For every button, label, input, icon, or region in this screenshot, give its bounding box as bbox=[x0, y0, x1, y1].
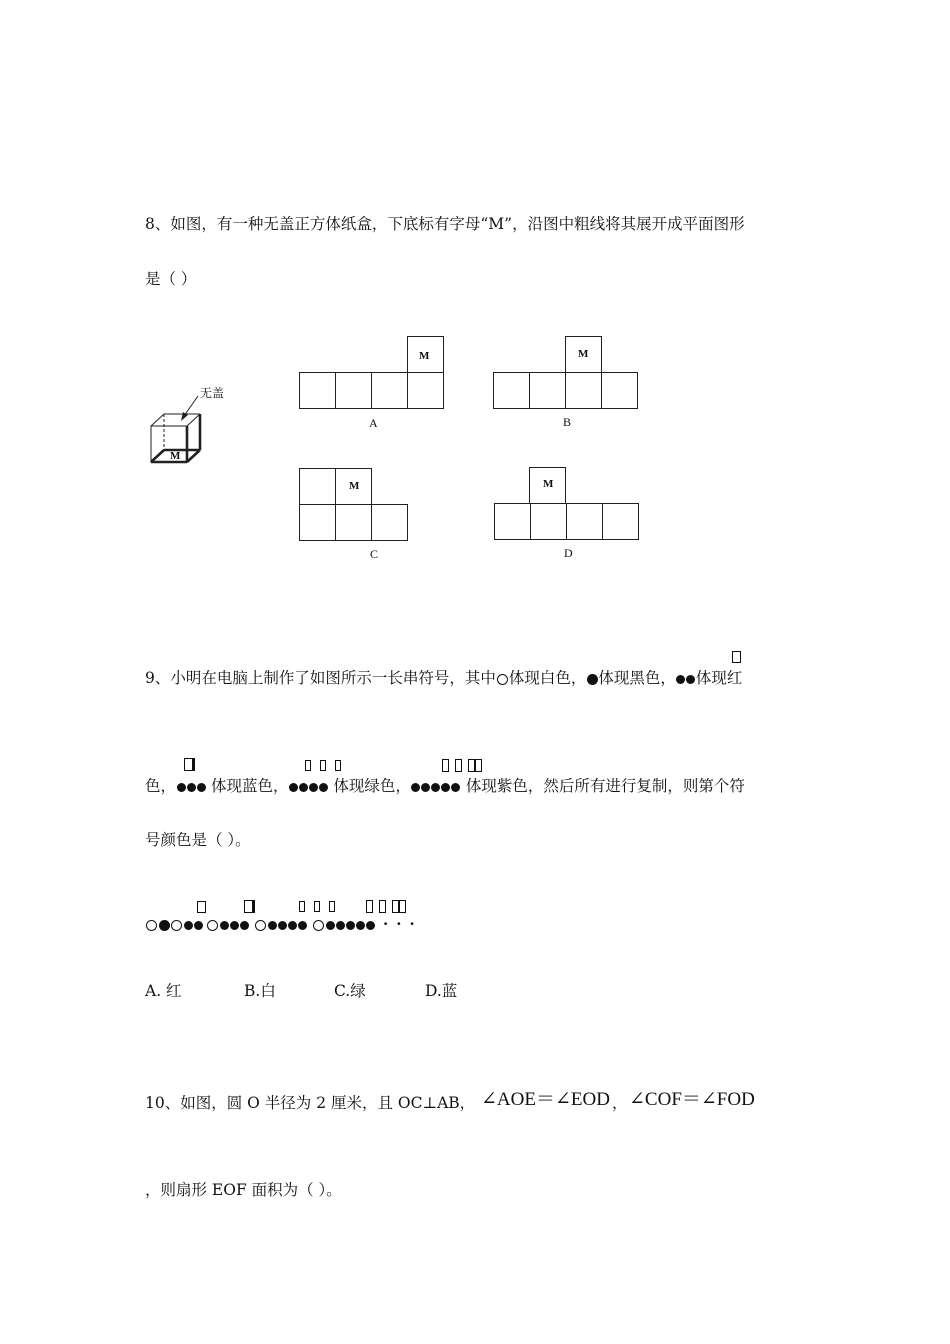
net-b-cell bbox=[565, 372, 602, 409]
black-circle-icon bbox=[336, 921, 345, 930]
black-circle-icon bbox=[326, 921, 335, 930]
black-circle-icon bbox=[268, 921, 277, 930]
net-a-cell bbox=[335, 372, 372, 409]
q9-green-text: 体现绿色， bbox=[333, 777, 411, 795]
black-circle-icon bbox=[240, 921, 249, 930]
q9-blue-text: 体现蓝色， bbox=[210, 777, 289, 795]
q8-line2: 是（ ） bbox=[145, 270, 197, 288]
black-circle-icon bbox=[187, 783, 196, 792]
black-circle-icon bbox=[177, 783, 186, 792]
black-circle-icon bbox=[309, 783, 318, 792]
net-c-cell bbox=[299, 504, 336, 541]
black-circle-icon bbox=[197, 783, 206, 792]
broken-glyph-icon bbox=[732, 646, 741, 665]
black-circle-icon bbox=[346, 921, 355, 930]
q9-answer-d: D.蓝 bbox=[425, 982, 458, 1000]
net-a-cell bbox=[299, 372, 336, 409]
black-circle-icon bbox=[421, 783, 430, 792]
black-circle-icon bbox=[441, 783, 450, 792]
net-d-cell bbox=[530, 503, 567, 540]
black-circle-icon bbox=[587, 674, 598, 685]
q9-line2 bbox=[145, 776, 745, 796]
q9-answer-a: A. 红 bbox=[145, 982, 182, 1000]
black-circle-icon bbox=[289, 783, 298, 792]
black-circle-icon bbox=[230, 921, 239, 930]
broken-glyph-group-icon bbox=[442, 755, 482, 774]
q9-red-text: 体现红 bbox=[695, 669, 743, 687]
net-d-cell bbox=[566, 503, 603, 540]
black-circle-icon bbox=[278, 921, 287, 930]
q10-formula-2: ∠COF＝∠FOD bbox=[629, 1089, 755, 1110]
q9-color-prefix: 色， bbox=[145, 777, 177, 795]
q9-answer-b: B.白 bbox=[244, 982, 276, 1000]
black-circle-icon bbox=[676, 675, 685, 684]
broken-glyph-icon bbox=[184, 754, 195, 773]
white-circle-icon bbox=[313, 920, 324, 931]
black-circle-icon bbox=[319, 783, 328, 792]
q10-separator: ， bbox=[612, 1094, 628, 1112]
ellipsis-icon: ··· bbox=[383, 915, 423, 933]
symbol-sequence bbox=[145, 915, 423, 933]
black-circle-icon bbox=[288, 921, 297, 930]
black-circle-icon bbox=[686, 675, 695, 684]
white-circle-icon bbox=[146, 920, 157, 931]
net-b-cell bbox=[601, 372, 638, 409]
black-circle-icon bbox=[298, 921, 307, 930]
q9-purple-text: 体现紫色，然后所有进行复制，则第个符 bbox=[465, 777, 745, 795]
net-a-letter: M bbox=[419, 350, 430, 362]
net-c-cell bbox=[335, 504, 372, 541]
net-d-cell bbox=[494, 503, 531, 540]
q9-line1-text: 9、小明在电脑上制作了如图所示一长串符号，其中 bbox=[145, 669, 496, 687]
broken-glyph-group-icon bbox=[305, 755, 341, 774]
option-d-label: D bbox=[564, 546, 573, 560]
box-letter: M bbox=[170, 450, 181, 462]
white-circle-icon bbox=[171, 920, 182, 931]
net-c-letter: M bbox=[349, 480, 360, 492]
q9-white-text: 体现白色， bbox=[508, 669, 587, 687]
broken-glyph-group-icon bbox=[366, 896, 406, 915]
option-b-label: B bbox=[563, 415, 572, 429]
lid-label: 无盖 bbox=[200, 386, 225, 400]
q8-line1: 8、如图，有一种无盖正方体纸盒，下底标有字母“M”，沿图中粗线将其展开成平面图形 bbox=[145, 215, 745, 233]
net-c-cell bbox=[371, 504, 408, 541]
net-a-cell bbox=[407, 372, 444, 409]
broken-glyph-icon bbox=[244, 896, 255, 915]
net-d-letter: M bbox=[543, 478, 554, 490]
cube-drawing bbox=[140, 378, 240, 468]
black-circle-icon bbox=[184, 921, 193, 930]
q9-line1 bbox=[145, 668, 742, 688]
white-circle-icon bbox=[497, 674, 508, 685]
option-a-label: A bbox=[369, 416, 378, 430]
open-box-figure bbox=[140, 378, 240, 468]
black-circle-icon bbox=[451, 783, 460, 792]
net-a-cell bbox=[371, 372, 408, 409]
black-circle-icon bbox=[411, 783, 420, 792]
option-c-label: C bbox=[370, 547, 379, 561]
black-circle-icon bbox=[194, 921, 203, 930]
q10-line2: ，则扇形 EOF 面积为（ ）。 bbox=[145, 1181, 342, 1199]
q9-line3: 号颜色是（ ）。 bbox=[145, 831, 251, 849]
black-circle-icon bbox=[220, 921, 229, 930]
black-circle-icon bbox=[356, 921, 365, 930]
net-c-cell bbox=[299, 468, 336, 505]
q9-answer-c: C.绿 bbox=[334, 982, 366, 1000]
q9-black-text: 体现黑色， bbox=[598, 669, 676, 687]
white-circle-icon bbox=[255, 920, 266, 931]
broken-glyph-group-icon bbox=[299, 896, 335, 915]
broken-glyph-icon bbox=[197, 896, 206, 915]
q10-line1: 10、如图，圆 O 半径为 2 厘米，且 OC⊥AB， bbox=[145, 1094, 476, 1112]
black-circle-icon bbox=[299, 783, 308, 792]
q10-formula-1: ∠AOE＝∠EOD bbox=[481, 1089, 610, 1110]
net-b-letter: M bbox=[578, 348, 589, 360]
net-b-cell bbox=[529, 372, 566, 409]
black-circle-icon bbox=[431, 783, 440, 792]
net-d-cell bbox=[602, 503, 639, 540]
white-circle-icon bbox=[207, 920, 218, 931]
black-circle-icon bbox=[159, 920, 170, 931]
black-circle-icon bbox=[366, 921, 375, 930]
net-b-cell bbox=[493, 372, 530, 409]
